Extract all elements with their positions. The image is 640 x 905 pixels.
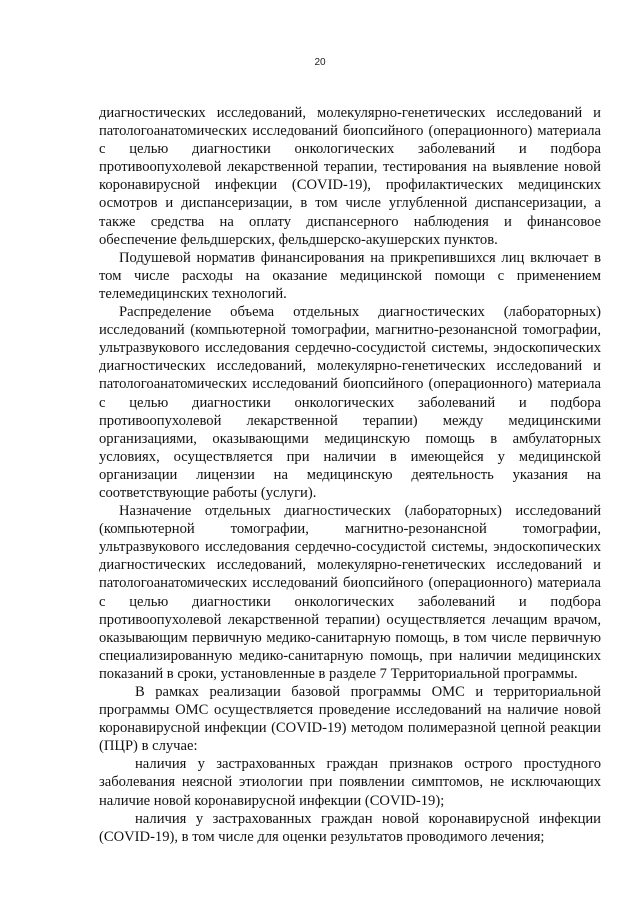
paragraph-per-capita-norm: Подушевой норматив финансирования на прикрепившихся лиц включает в том числе расходы на оказание медицинской помощи с применением телемедицинских технологий. — [99, 249, 601, 302]
paragraph-pcr-testing: В рамках реализации базовой программы ОМС и территориальной программы ОМС осуществляется проведение исследований на наличие новой коронавирусной инфекции (COVID-19) методом полимеразной цепной реакции (ПЦР) в случае: — [99, 684, 601, 755]
paragraph-distribution-of-volume: Распределение объема отдельных диагностических (лабораторных) исследований (компьютерной томографии, магнитно-резонансной томографии, ультразвукового исследования сердечно-сосудистой системы, эндоскопических диагностических исследований, молекулярно-генетических исследований и патологоанатомических исследований биопсийного (операционного) материала с целью диагностики онкологических заболеваний и подбора противоопухолевой лекарственной терапии) между медицинскими организациями, оказывающими медицинскую помощь в амбулаторных условиях, осуществляется при наличии в имеющейся у медицинской организации лицензии на медицинскую деятельность указания на соответствующие работы (услуги). — [99, 304, 601, 501]
page-number: 20 — [314, 57, 326, 68]
paragraph-continued: диагностических исследований, молекулярно-генетических исследований и патологоанатомических исследований биопсийного (операционного) материала с целью диагностики онкологических заболеваний и подбора противоопухолевой лекарственной терапии, тестирования на выявление новой коронавирусной инфекции (COVID-19), профилактических медицинских осмотров и диспансеризации, в том числе углубленной диспансеризации, а также средства на оплату диспансерного наблюдения и финансовое обеспечение фельдшерских, фельдшерско-акушерских пунктов. — [99, 105, 601, 248]
paragraph-prescription: Назначение отдельных диагностических (лабораторных) исследований (компьютерной томографии, магнитно-резонансной томографии, ультразвукового исследования сердечно-сосудистой системы, эндоскопических диагностических исследований, молекулярно-генетических исследований и патологоанатомических исследований биопсийного (операционного) материала с целью диагностики онкологических заболеваний и подбора противоопухолевой лекарственной терапии) осуществляется лечащим врачом, оказывающим первичную медико-санитарную помощь, в том числе первичную специализированную медико-санитарную помощь, при наличии медицинских показаний в сроки, установленные в разделе 7 Территориальной программы. — [99, 503, 601, 682]
list-item-covid-confirmed: наличия у застрахованных граждан новой коронавирусной инфекции (COVID-19), в том числе для оценки результатов проводимого лечения; — [99, 810, 601, 845]
document-body — [99, 104, 601, 846]
list-item-symptoms: наличия у застрахованных граждан признаков острого простудного заболевания неясной этиологии при появлении симптомов, не исключающих наличие новой коронавирусной инфекции (COVID-19); — [99, 756, 601, 809]
